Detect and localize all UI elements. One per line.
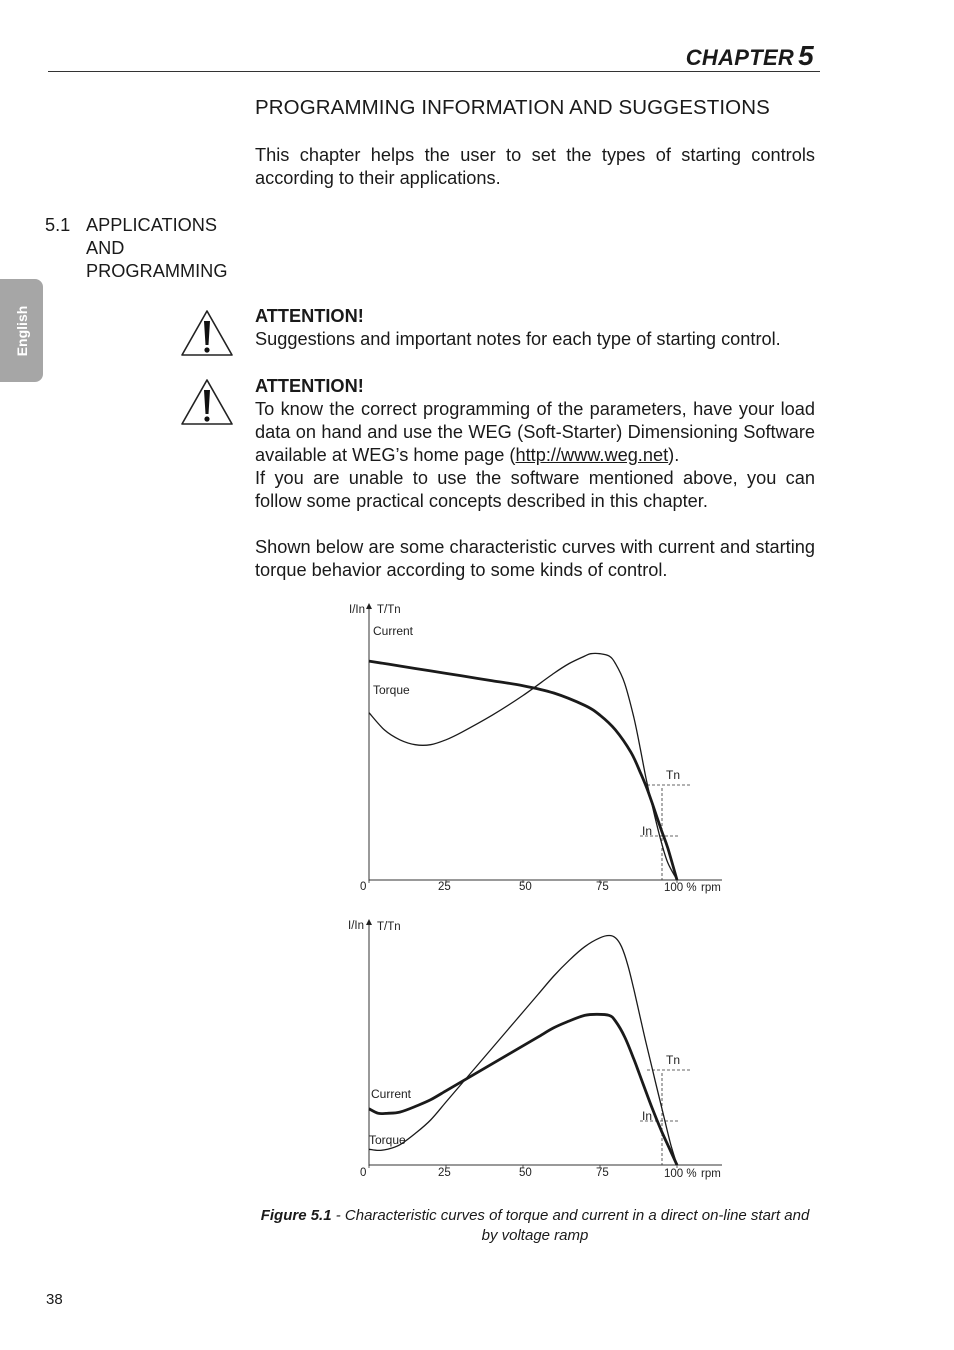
attention-block-2 — [255, 375, 815, 513]
x-tick-label: 0 — [360, 1167, 367, 1179]
x-tick-label: 100 % — [664, 882, 697, 894]
x-axis-unit: rpm — [701, 882, 721, 894]
x-tick-label: 75 — [596, 1167, 609, 1179]
curves-group — [369, 653, 677, 880]
attention-text-part: To know the correct programming of the parameters, have your load data on hand and use the WEG (Soft-Starter) Dimensioning Software available at WEG’s home page ( — [255, 399, 815, 465]
section-title-line: APPLICATIONS — [86, 215, 218, 235]
curves-intro-paragraph — [255, 536, 815, 582]
in-label: In — [642, 1109, 653, 1123]
section-title — [86, 214, 227, 283]
chapter-header — [686, 40, 814, 72]
warning-triangle-icon — [179, 308, 235, 358]
language-tab — [0, 279, 43, 382]
series-label-current: Current — [371, 1087, 412, 1101]
series-line-torque — [369, 653, 677, 880]
chapter-word: CHAPTER — [685, 45, 795, 70]
weg-website-link[interactable]: http://www.weg.net — [515, 445, 669, 465]
attention-text — [255, 398, 815, 467]
x-tick-label: 25 — [438, 1167, 451, 1179]
figure-caption-text: - Characteristic curves of torque and current in a direct on-line start and by voltage ramp — [331, 1207, 810, 1244]
x-tick-label: 50 — [519, 881, 532, 893]
x-tick-label: 75 — [596, 881, 609, 893]
attention-block-1 — [255, 305, 815, 351]
warning-triangle-icon — [179, 377, 235, 427]
attention-heading: ATTENTION! — [255, 376, 364, 396]
x-tick-label: 100 % — [664, 1168, 697, 1180]
page-number: 38 — [46, 1291, 63, 1308]
series-line-current — [369, 661, 677, 880]
intro-paragraph — [255, 144, 815, 190]
y-axis-label-torque: T/Tn — [377, 921, 401, 933]
in-label: In — [642, 824, 653, 838]
y-axis-label-current: I/In — [348, 920, 364, 932]
figure-caption-label: Figure 5.1 — [260, 1207, 332, 1224]
figure-caption — [255, 1206, 815, 1245]
attention-text-2: If you are unable to use the software mentioned above, you can follow some practical concepts described in this chapter. — [255, 468, 815, 511]
section-title-line: AND — [86, 238, 125, 258]
chart-direct-online-start — [330, 598, 730, 898]
section-title-line: PROGRAMMING — [86, 261, 228, 281]
series-line-current — [369, 1014, 677, 1165]
y-axis-label-current: I/In — [349, 604, 365, 616]
page-title: PROGRAMMING INFORMATION AND SUGGESTIONS — [255, 96, 770, 119]
attention-text: Suggestions and important notes for each type of starting control. — [255, 329, 781, 349]
tn-label: Tn — [666, 1053, 681, 1067]
series-label-torque: Torque — [373, 683, 410, 697]
y-axis-label-torque: T/Tn — [377, 604, 401, 616]
x-axis-unit: rpm — [701, 1168, 721, 1180]
series-label-torque: Torque — [369, 1133, 406, 1147]
tn-label: Tn — [666, 768, 681, 782]
chart-voltage-ramp — [330, 913, 730, 1188]
chapter-number: 5 — [798, 40, 814, 71]
chart-svg — [330, 598, 730, 898]
series-label-current: Current — [373, 624, 414, 638]
curves-intro-text: Shown below are some characteristic curves with current and starting torque behavior according to some kinds of control. — [255, 537, 815, 580]
attention-heading: ATTENTION! — [255, 306, 364, 326]
x-tick-label: 25 — [438, 881, 451, 893]
section-number: 5.1 — [45, 215, 71, 235]
intro-text: This chapter helps the user to set the types of starting controls according to their applications. — [255, 145, 815, 188]
language-tab-label: English — [13, 305, 30, 356]
x-tick-label: 0 — [360, 881, 367, 893]
attention-text-part: ). — [668, 445, 680, 465]
curves-group — [369, 936, 677, 1166]
chart-svg — [330, 913, 730, 1188]
x-tick-label: 50 — [519, 1167, 532, 1179]
header-rule — [48, 71, 820, 72]
